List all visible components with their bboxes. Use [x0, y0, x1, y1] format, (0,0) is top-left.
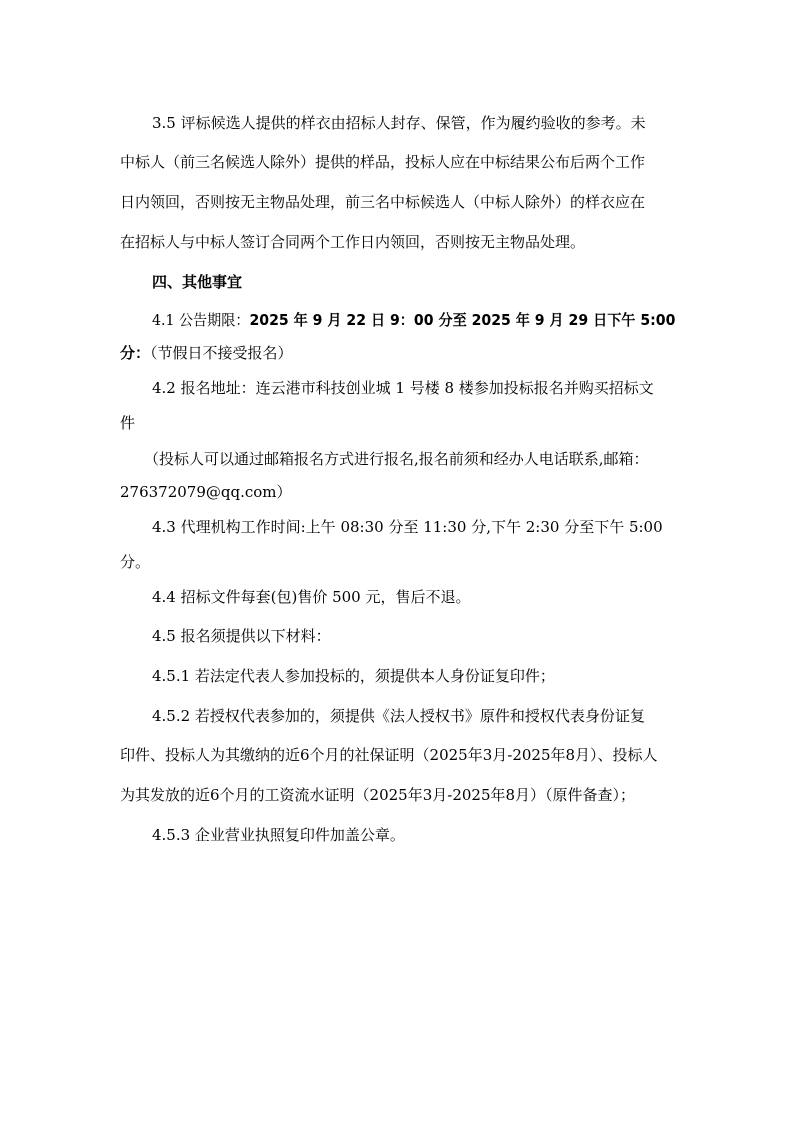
paragraph-3-5-line-4: 在招标人与中标人签订合同两个工作日内领回，否则按无主物品处理。 — [120, 233, 586, 251]
paragraph-3-5-line-1: 3.5 评标候选人提供的样衣由招标人封存、保管，作为履约验收的参考。未 — [152, 114, 646, 132]
item-4-2-line-1: 4.2 报名地址：连云港市科技创业城 1 号楼 8 楼参加投标报名并购买招标文 — [152, 379, 654, 397]
item-4-1-number: 4.1 公告期限： — [152, 311, 250, 329]
item-4-1-line-1 — [152, 310, 675, 330]
item-4-5-1: 4.5.1 若法定代表人参加投标的，须提供本人身份证复印件； — [152, 667, 555, 685]
section-4-heading: 四、其他事宜 — [152, 273, 243, 291]
item-4-5-2-line-1: 4.5.2 若授权代表参加的，须提供《法人授权书》原件和授权代表身份证复 — [152, 707, 645, 725]
item-4-2-line-2: 件 — [120, 414, 136, 432]
paragraph-3-5-line-3: 日内领回，否则按无主物品处理，前三名中标候选人（中标人除外）的样衣应在 — [120, 193, 646, 211]
item-4-1-period: 2025 年 9 月 22 日 9：00 分至 2025 年 9 月 29 日下午 5:00 — [249, 311, 676, 329]
item-4-2-email: 276372079@qq.com） — [120, 483, 292, 501]
item-4-4: 4.4 招标文件每套(包)售价 500 元，售后不退。 — [152, 588, 471, 606]
item-4-1-note: （节假日不接受报名） — [150, 344, 293, 362]
item-4-5-3: 4.5.3 企业营业执照复印件加盖公章。 — [152, 826, 405, 844]
item-4-1-period-cont: 分： — [120, 344, 151, 362]
item-4-5-2-line-2: 印件、投标人为其缴纳的近6个月的社保证明（2025年3月-2025年8月）、投标人 — [120, 746, 658, 764]
paragraph-3-5-line-2: 中标人（前三名候选人除外）提供的样品，投标人应在中标结果公布后两个工作 — [120, 153, 646, 171]
item-4-1-line-2 — [120, 343, 293, 363]
item-4-5-2-line-3: 为其发放的近6个月的工资流水证明（2025年3月-2025年8月）（原件备查）； — [120, 786, 636, 804]
item-4-5: 4.5 报名须提供以下材料： — [152, 627, 331, 645]
item-4-3-line-2: 分。 — [120, 553, 151, 571]
item-4-3-line-1: 4.3 代理机构工作时间:上午 08:30 分至 11:30 分,下午 2:30 分至下午 5:00 — [152, 518, 663, 536]
item-4-2-line-3: （投标人可以通过邮箱报名方式进行报名,报名前须和经办人电话联系,邮箱： — [144, 450, 649, 468]
